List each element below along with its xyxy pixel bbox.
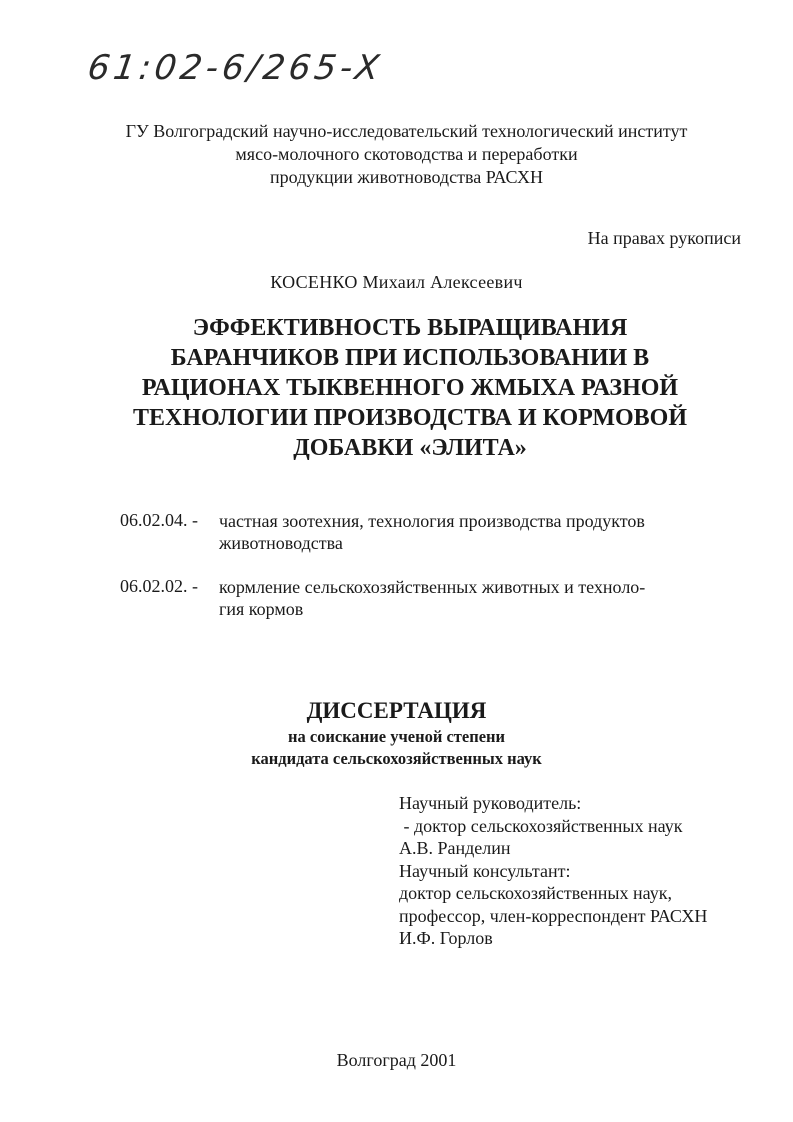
specialty-line: гия кормов xyxy=(219,599,304,619)
title-line: БАРАНЧИКОВ ПРИ ИСПОЛЬЗОВАНИИ В xyxy=(170,345,650,371)
advisors-block xyxy=(399,792,707,950)
degree-line: на соискание ученой степени xyxy=(287,727,506,746)
manuscript-rights: На правах рукописи xyxy=(587,228,741,248)
supervisor-label: Научный руководитель: xyxy=(399,793,582,813)
author-name: КОСЕНКО Михаил Алексеевич xyxy=(270,272,523,292)
specialty-code: 06.02.04. - xyxy=(120,510,198,530)
consultant-degree: доктор сельскохозяйственных наук, xyxy=(399,883,672,903)
institute-line: ГУ Волгоградский научно-исследовательский технологический институт xyxy=(125,121,688,141)
degree-line: кандидата сельскохозяйственных наук xyxy=(251,749,542,768)
consultant-name: И.Ф. Горлов xyxy=(399,928,493,948)
document-type: ДИССЕРТАЦИЯ xyxy=(306,698,487,723)
title-line: РАЦИОНАХ ТЫКВЕННОГО ЖМЫХА РАЗНОЙ xyxy=(141,375,679,401)
title-line: ТЕХНОЛОГИИ ПРОИЗВОДСТВА И КОРМОВОЙ xyxy=(132,405,687,431)
consultant-title: профессор, член-корреспондент РАСХН xyxy=(399,905,708,926)
supervisor-degree: - доктор сельскохозяйственных наук xyxy=(399,815,683,836)
specialty-line: кормление сельскохозяйственных животных и техноло- xyxy=(219,577,646,597)
archive-number: 61:02-6/265-X xyxy=(85,48,386,88)
consultant-label: Научный консультант: xyxy=(399,860,571,881)
supervisor-name: А.В. Ранделин xyxy=(399,838,511,858)
institute-line: мясо-молочного скотоводства и переработки xyxy=(235,144,578,164)
specialty-description xyxy=(219,576,689,620)
specialty-code: 06.02.02. - xyxy=(120,576,198,596)
title-line: ЭФФЕКТИВНОСТЬ ВЫРАЩИВАНИЯ xyxy=(192,315,628,341)
institute-block xyxy=(60,120,753,189)
dissertation-title xyxy=(80,313,740,463)
title-line: ДОБАВКИ «ЭЛИТА» xyxy=(293,435,527,461)
institute-line: продукции животноводства РАСХН xyxy=(269,167,544,187)
specialty-line: частная зоотехния, технология производства продуктов xyxy=(219,511,645,531)
specialty-line: животноводства xyxy=(219,533,343,553)
city-year: Волгоград 2001 xyxy=(336,1050,457,1070)
specialty-description xyxy=(219,510,689,554)
degree-statement xyxy=(0,726,793,770)
